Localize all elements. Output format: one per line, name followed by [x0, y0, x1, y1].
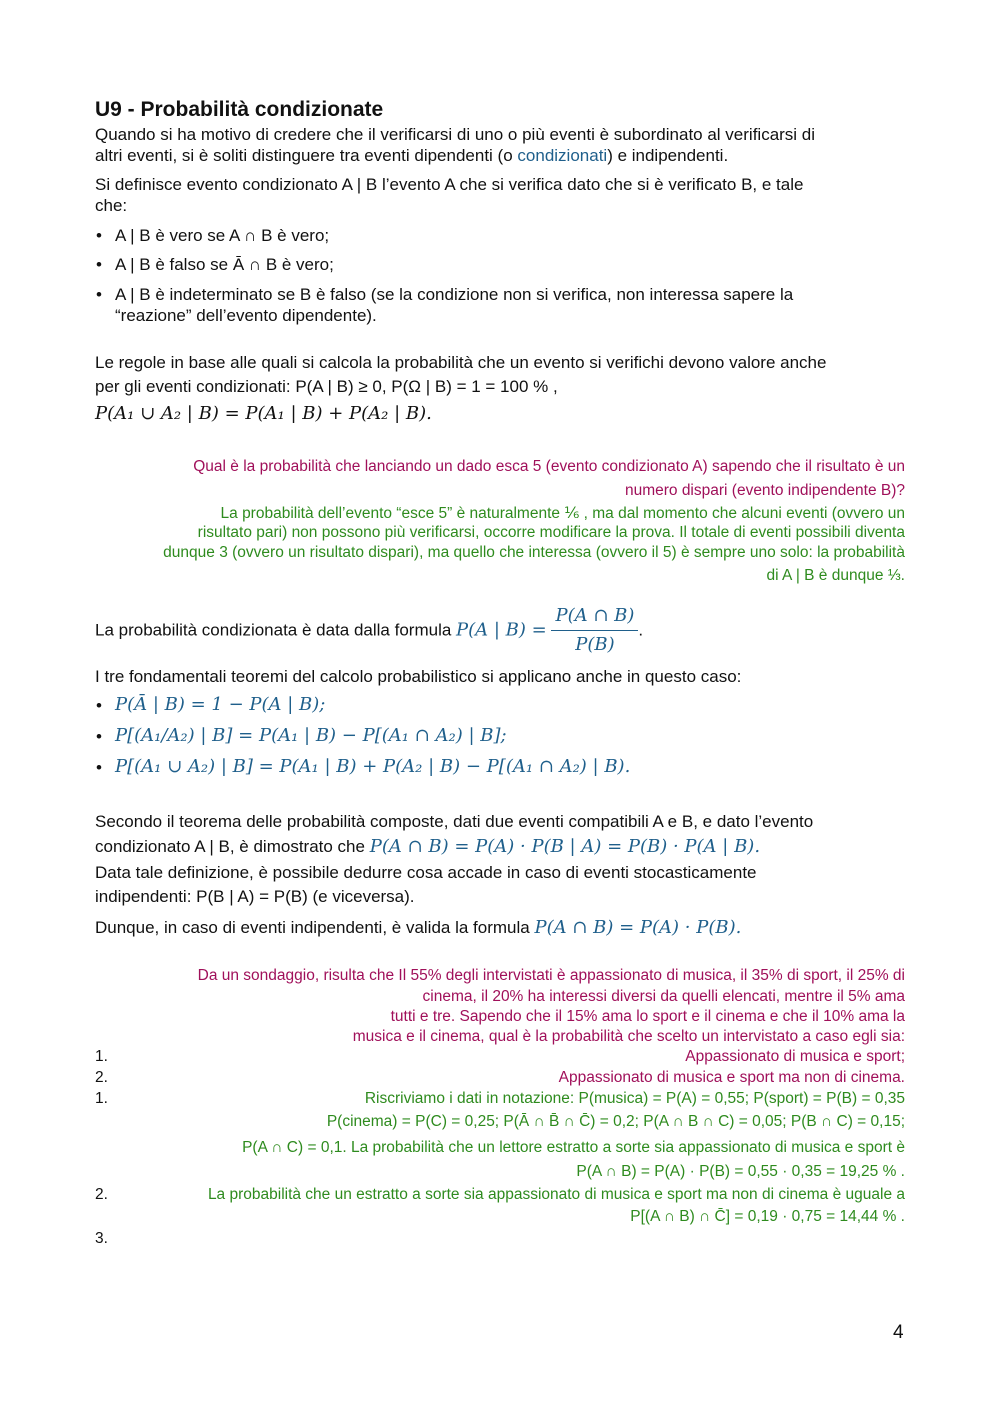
- conditional-formula-lhs: P(A | B) =: [456, 619, 547, 641]
- independent-formula: P(A ∩ B) = P(A) · P(B).: [534, 917, 742, 938]
- conditional-formula-line: [95, 606, 643, 655]
- intro-line-1: Quando si ha motivo di credere che il verificarsi di uno o più eventi è subordinato al verificarsi di: [95, 125, 816, 144]
- composite-line-2-text: condizionato A | B, è dimostrato che: [95, 837, 370, 856]
- page-number: 4: [893, 1322, 904, 1343]
- answer-item-number: 1.: [95, 1090, 108, 1107]
- rules-formula: P(A₁ ∪ A₂ | B) = P(A₁ | B) + P(A₂ | B).: [95, 403, 432, 424]
- composite-line-5: [95, 918, 741, 938]
- composite-line-3: Data tale definizione, è possibile dedurre cosa accade in caso di eventi stocasticamente: [95, 863, 757, 882]
- bullet-dot: •: [96, 696, 102, 715]
- example2-question-line-3: tutti e tre. Sapendo che il 15% ama lo sport e il cinema e che il 10% ama la: [390, 1008, 905, 1025]
- conditional-formula-text: La probabilità condizionata è data dalla formula: [95, 620, 452, 640]
- answer-2-line-2: P[(A ∩ B) ∩ C̄] = 0,19 · 0,75 = 14,44 % .: [630, 1208, 905, 1225]
- bullet-dot: •: [96, 727, 102, 746]
- question-item-1: Appassionato di musica e sport;: [685, 1048, 905, 1065]
- fraction-numerator: P(A ∩ B): [551, 606, 638, 631]
- example1-answer-line-4: di A | B è dunque ⅓.: [766, 567, 905, 584]
- theorem-3: P[(A₁ ∪ A₂) | B] = P(A₁ | B) + P(A₂ | B) − P[(A₁ ∩ A₂) | B).: [115, 756, 631, 777]
- composite-line-5-text: Dunque, in caso di eventi indipendenti, è valida la formula: [95, 918, 535, 937]
- intro-text-a: altri eventi, si è soliti distinguere tra eventi dipendenti (o: [95, 146, 518, 165]
- condizionati-link[interactable]: condizionati: [517, 146, 608, 165]
- answer-1-line-3: P(A ∩ C) = 0,1. La probabilità che un lettore estratto a sorte sia appassionato di musica e sport è: [242, 1139, 905, 1156]
- question-item-2: Appassionato di musica e sport ma non di cinema.: [558, 1069, 905, 1086]
- definition-bullet-3-cont: “reazione” dell’evento dipendente).: [115, 306, 377, 325]
- section-title: U9 - Probabilità condizionate: [95, 98, 384, 121]
- example2-question-line-4: musica e il cinema, qual è la probabilità che scelto un intervistato a caso egli sia:: [352, 1028, 905, 1045]
- theorem-2: P[(A₁/A₂) | B] = P(A₁ | B) − P[(A₁ ∩ A₂) | B];: [115, 725, 507, 746]
- definition-bullet-1: A | B è vero se A ∩ B è vero;: [115, 226, 330, 245]
- intro-text-b: ) e indipendenti.: [607, 146, 729, 165]
- question-item-number: 1.: [95, 1048, 108, 1065]
- bullet-dot: •: [96, 285, 102, 304]
- example2-question-line-2: cinema, il 20% ha interessi diversi da quelli elencati, mentre il 5% ama: [422, 988, 905, 1005]
- example1-question-line-1: Qual è la probabilità che lanciando un dado esca 5 (evento condizionato A) sapendo che il risultato è un: [193, 458, 905, 475]
- theorem-1: P(Ā | B) = 1 − P(A | B);: [115, 694, 326, 715]
- composite-line-4: indipendenti: P(B | A) = P(B) (e viceversa).: [95, 887, 415, 906]
- answer-2-line-1: La probabilità che un estratto a sorte sia appassionato di musica e sport ma non di cinema è uguale a: [207, 1186, 905, 1203]
- example1-answer-line-3: dunque 3 (ovvero un risultato dispari), ma quello che interessa (ovvero il 5) è sempre uno solo: la probabilità: [163, 544, 905, 561]
- rules-line-2: per gli eventi condizionati: P(A | B) ≥ 0, P(Ω | B) = 1 = 100 % ,: [95, 377, 558, 396]
- answer-item-number: 3.: [95, 1230, 108, 1247]
- answer-1-line-1: Riscriviamo i dati in notazione: P(musica) = P(A) = 0,55; P(sport) = P(B) = 0,35: [364, 1090, 905, 1107]
- example1-answer-line-1: La probabilità dell’evento “esce 5” è naturalmente ⅙ , ma dal momento che alcuni eventi (ovvero un: [220, 505, 905, 522]
- answer-1-line-4: P(A ∩ B) = P(A) · P(B) = 0,55 · 0,35 = 19,25 % .: [576, 1163, 905, 1180]
- definition-bullet-3: A | B è indeterminato se B è falso (se la condizione non si verifica, non interessa sapere la: [115, 285, 794, 304]
- composite-line-1: Secondo il teorema delle probabilità composte, dati due eventi compatibili A e B, e dato l’evento: [95, 812, 814, 831]
- composite-line-2: [95, 837, 760, 857]
- bullet-dot: •: [96, 226, 102, 245]
- example1-question-line-2: numero dispari (evento indipendente B)?: [624, 482, 905, 499]
- rules-line-1: Le regole in base alle quali si calcola la probabilità che un evento si verifichi devono valore anche: [95, 353, 827, 372]
- conditional-formula-fraction: [551, 606, 638, 655]
- bullet-dot: •: [96, 758, 102, 777]
- definition-bullet-2: A | B è falso se Ā ∩ B è vero;: [115, 255, 334, 274]
- composite-formula: P(A ∩ B) = P(A) · P(B | A) = P(B) · P(A | B).: [369, 836, 761, 857]
- intro-line-2: [95, 146, 728, 166]
- theorems-intro: I tre fondamentali teoremi del calcolo probabilistico si applicano anche in questo caso:: [95, 667, 742, 686]
- example2-question-line-1: Da un sondaggio, risulta che Il 55% degli intervistati è appassionato di musica, il 35% di sport, il 25% di: [197, 967, 905, 984]
- answer-1-line-2: P(cinema) = P(C) = 0,25; P(Ā ∩ B̄ ∩ C̄) = 0,2; P(A ∩ B ∩ C) = 0,05; P(B ∩ C) = 0,15;: [326, 1113, 905, 1130]
- example1-answer-line-2: risultato pari) non possono più verificarsi, occorre modificare la prova. Il totale di eventi possibili diventa: [197, 524, 905, 541]
- question-item-number: 2.: [95, 1069, 108, 1086]
- definition-line-2: che:: [95, 196, 128, 215]
- formula-period: .: [638, 620, 644, 640]
- answer-item-number: 2.: [95, 1186, 108, 1203]
- definition-line-1: Si definisce evento condizionato A | B l’evento A che si verifica dato che si è verificato B, e tale: [95, 175, 804, 194]
- bullet-dot: •: [96, 255, 102, 274]
- fraction-denominator: P(B): [575, 634, 615, 655]
